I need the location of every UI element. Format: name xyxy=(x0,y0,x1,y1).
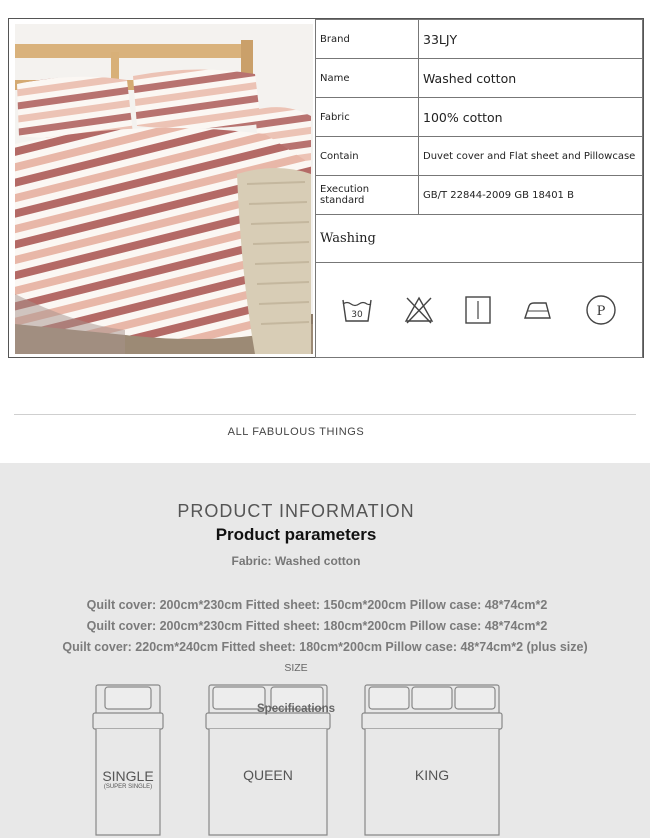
spec-label: Fabric xyxy=(316,98,419,137)
product-information-section xyxy=(0,463,650,838)
size-row: Quilt cover: 220cm*240cm Fitted sheet: 180cm*200cm Pillow case: 48*74cm*2 (plus size) xyxy=(62,640,588,654)
product-spec-card xyxy=(8,18,644,358)
spec-value: Washed cotton xyxy=(419,59,643,98)
spec-row-fabric xyxy=(316,98,643,137)
section-title: PRODUCT INFORMATION xyxy=(177,501,415,521)
bed-name: QUEEN xyxy=(243,767,293,783)
spec-value: 100% cotton xyxy=(419,98,643,137)
spec-label: Contain xyxy=(316,137,419,176)
dry-clean-letter: P xyxy=(596,304,606,319)
spec-value: GB/T 22844-2009 GB 18401 B xyxy=(419,176,643,215)
spec-value: Duvet cover and Flat sheet and Pillowcase xyxy=(419,137,643,176)
bed-name: SINGLE xyxy=(102,768,154,784)
no-bleach-icon xyxy=(404,295,434,325)
spec-value: 33LJY xyxy=(419,20,643,59)
bed-note: (SUPER SINGLE) xyxy=(103,784,153,790)
spec-label: Brand xyxy=(316,20,419,59)
spec-row-contain xyxy=(316,137,643,176)
dry-clean-p-icon xyxy=(585,294,617,326)
tagline: ALL FABULOUS THINGS xyxy=(227,426,365,438)
specifications-label: Specifications xyxy=(257,703,335,715)
bed-name: KING xyxy=(414,767,450,783)
wash-30-icon xyxy=(341,296,373,324)
size-label: SIZE xyxy=(284,662,308,674)
fabric-line: Fabric: Washed cotton xyxy=(231,554,361,568)
spec-label: Name xyxy=(316,59,419,98)
spec-row-standard xyxy=(316,176,643,215)
line-dry-icon xyxy=(464,295,492,325)
spec-table xyxy=(315,19,643,358)
washing-label: Washing xyxy=(316,215,643,263)
size-row: Quilt cover: 200cm*230cm Fitted sheet: 180cm*200cm Pillow case: 48*74cm*2 xyxy=(86,619,548,633)
section-divider xyxy=(14,414,636,415)
spec-row-washing xyxy=(316,215,643,263)
spec-row-name xyxy=(316,59,643,98)
size-row: Quilt cover: 200cm*230cm Fitted sheet: 150cm*200cm Pillow case: 48*74cm*2 xyxy=(86,598,548,612)
spec-row-brand xyxy=(316,20,643,59)
spec-label: Execution standard xyxy=(316,176,419,215)
wash-temp: 30 xyxy=(351,310,363,320)
care-icons xyxy=(320,294,638,326)
section-subtitle: Product parameters xyxy=(215,525,377,544)
bedding-photo xyxy=(15,24,313,354)
low-iron-icon xyxy=(522,298,554,322)
care-icons-row xyxy=(316,263,643,358)
